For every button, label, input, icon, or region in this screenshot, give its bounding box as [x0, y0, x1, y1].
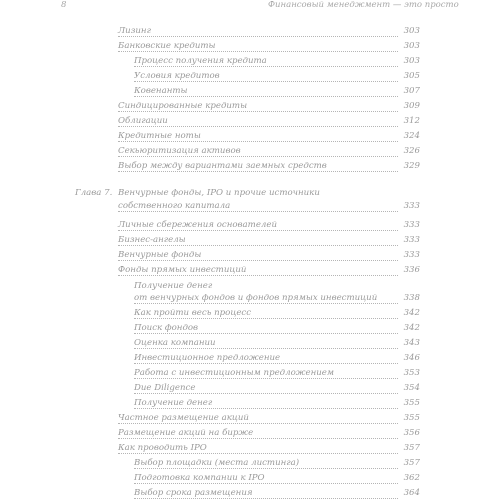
- toc-page-number: 354: [403, 383, 420, 393]
- toc-page-number: 329: [403, 161, 420, 171]
- toc-subentry[interactable]: Работа с инвестиционным предложением 353: [134, 368, 420, 378]
- toc-subentry[interactable]: Инвестиционное предложение 346: [134, 353, 420, 363]
- toc-subentry[interactable]: от венчурных фондов и фондов прямых инвестиций 338: [134, 293, 420, 303]
- toc-page-number: 326: [403, 146, 420, 156]
- toc-page-number: 303: [403, 41, 420, 51]
- chapter-title[interactable]: Венчурные фонды, IPO и прочие источники: [118, 188, 320, 198]
- toc-page-number: 353: [403, 368, 420, 378]
- toc-subentry[interactable]: Процесс получения кредита 303: [134, 56, 420, 66]
- toc-page-number: 333: [403, 250, 420, 260]
- toc-subentry[interactable]: Выбор площадки (места листинга) 357: [134, 458, 420, 468]
- toc-subentry[interactable]: Подготовка компании к IPO 362: [134, 473, 420, 483]
- toc-entry[interactable]: Выбор между вариантами заемных средств 329: [118, 161, 420, 171]
- toc-page-number: 355: [403, 413, 420, 423]
- toc-page-number: 333: [403, 220, 420, 230]
- running-head: [0, 0, 500, 12]
- toc-subentry[interactable]: Поиск фондов 342: [134, 323, 420, 333]
- toc-subentry[interactable]: Как пройти весь процесс 342: [134, 308, 420, 318]
- toc-entry[interactable]: Синдицированные кредиты 309: [118, 101, 420, 111]
- toc-page-number: 338: [403, 293, 420, 303]
- toc-entry[interactable]: Банковские кредиты 303: [118, 41, 420, 51]
- toc-page-number: 303: [403, 56, 420, 66]
- toc-page-number: 343: [403, 338, 420, 348]
- toc-page-number: 309: [403, 101, 420, 111]
- toc-chapter-entry[interactable]: собственного капитала 333: [118, 201, 420, 211]
- toc-page-number: 342: [403, 323, 420, 333]
- running-title: Финансовый менеджмент — это просто: [268, 0, 459, 10]
- page-number: 8: [61, 0, 67, 10]
- toc-entry[interactable]: Размещение акций на бирже 356: [118, 428, 420, 438]
- toc-page-number: 336: [403, 265, 420, 275]
- toc-entry[interactable]: Личные сбережения основателей 333: [118, 220, 420, 230]
- toc-entry[interactable]: Частное размещение акций 355: [118, 413, 420, 423]
- toc-page-number: 364: [403, 488, 420, 498]
- toc-page-number: 333: [403, 201, 420, 211]
- toc-subentry[interactable]: Ковенанты 307: [134, 86, 420, 96]
- toc-page-number: 362: [403, 473, 420, 483]
- toc-subentry[interactable]: Оценка компании 343: [134, 338, 420, 348]
- toc-entry[interactable]: Облигации 312: [118, 116, 420, 126]
- toc-page-number: 324: [403, 131, 420, 141]
- toc-page-number: 355: [403, 398, 420, 408]
- chapter-label: Глава 7.: [75, 188, 113, 198]
- toc-entry[interactable]: Бизнес-ангелы 333: [118, 235, 420, 245]
- toc-entry[interactable]: Как проводить IPO 357: [118, 443, 420, 453]
- toc-page-number: 305: [403, 71, 420, 81]
- toc-page-number: 312: [403, 116, 420, 126]
- toc-page-number: 303: [403, 26, 420, 36]
- toc-entry[interactable]: Лизинг 303: [118, 26, 420, 36]
- toc-page-number: 333: [403, 235, 420, 245]
- toc-page-number: 346: [403, 353, 420, 363]
- toc-subentry[interactable]: Due Diligence 354: [134, 383, 420, 393]
- toc-page-number: 357: [403, 458, 420, 468]
- toc-entry[interactable]: Фонды прямых инвестиций 336: [118, 265, 420, 275]
- toc-page-number: 342: [403, 308, 420, 318]
- toc-subentry[interactable]: Выбор срока размещения 364: [134, 488, 420, 498]
- toc-entry[interactable]: Секьюритизация активов 326: [118, 146, 420, 156]
- toc-subentry-line1: Получение денег: [134, 281, 213, 291]
- toc-entry[interactable]: Венчурные фонды 333: [118, 250, 420, 260]
- toc-page-number: 356: [403, 428, 420, 438]
- toc-subentry[interactable]: Условия кредитов 305: [134, 71, 420, 81]
- toc-page-number: 307: [403, 86, 420, 96]
- toc-entry[interactable]: Кредитные ноты 324: [118, 131, 420, 141]
- toc-subentry[interactable]: Получение денег 355: [134, 398, 420, 408]
- toc-page-number: 357: [403, 443, 420, 453]
